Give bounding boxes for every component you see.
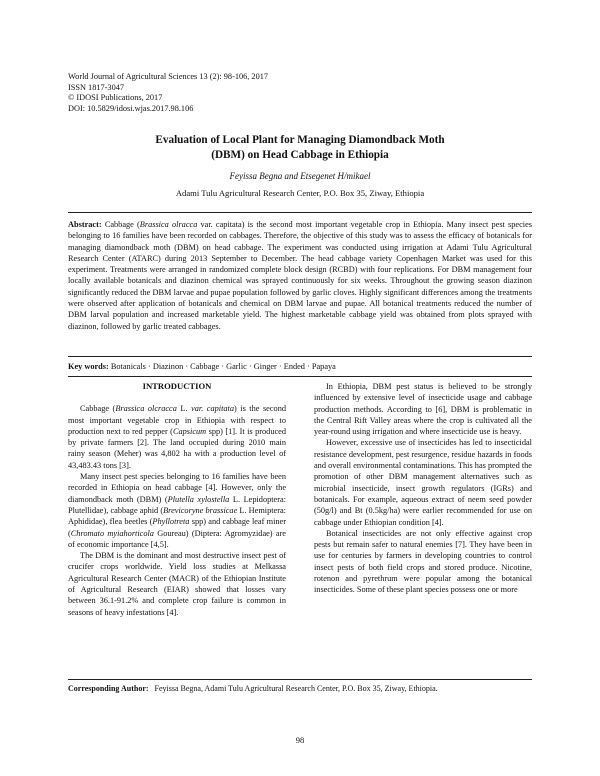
left-column (68, 381, 286, 618)
copyright: © IDOSI Publications, 2017 (68, 93, 163, 102)
right-column (314, 381, 532, 596)
text: spp) [1]. It is produced by private farmers [2]. The land occupied during 2010 main rainy season (Meher) was 4,802 ha with a production level of 43,483.43 tons [3]. (68, 426, 286, 470)
text: Goureau) (Diptera: Agromyzidae) are of economic importance [4,5]. (68, 528, 286, 549)
genus-name: Capsicum (172, 426, 207, 436)
keywords (68, 362, 532, 371)
keywords-list (111, 362, 336, 371)
species-name: Plutella xylostella (167, 494, 230, 504)
right-paragraph-3: Botanical insecticides are not only effective against crop pests but remain safer to natural enemies [7]. They have been in use for centuries by farmers in developing countries to control insect pests of both field crops and stored produce. Nicotine, rotenon and pyrethrum were popular among the botanical insecticides. Some of these plant species possess one or more (314, 528, 532, 595)
keyword: · Diazinon (146, 362, 183, 371)
species-name: Chromato myiahorticola (70, 528, 154, 538)
journal-header (68, 72, 268, 114)
corresponding-author (68, 684, 532, 693)
variety-name: var. capitata (191, 404, 234, 414)
corresponding-text: Feyissa Begna, Adami Tulu Agricultural Research Center, P.O. Box 35, Ziway, Ethiopia. (154, 684, 438, 693)
keyword: · Ginger (247, 362, 277, 371)
intro-paragraph-3: The DBM is the dominant and most destructive insect pest of crucifer crops worldwide. Yield loss studies at Melkassa Agricultural Research Center (MACR) of the Ethiopian Institute of Agricultural Research (EIAR) showed that losses vary between 36.1-91.2% and complete crop failure is common in seasons of heavy infestations [4]. (68, 551, 286, 617)
species-name: Brevicoryne brassicae (163, 505, 238, 515)
title-line-2: (DBM) on Head Cabbage in Ethiopia (211, 149, 389, 161)
right-paragraph-2: However, excessive use of insecticides has led to insecticidal resistance development, pest resurgence, residue hazards in foods and overall environmental contaminations. This has prompted the promotion of other DBM management alternatives such as microbial insecticide, insect growth regulators (IGRs) and botanicals. For example, aqueous extract of neem seed powder (50g/l) and Bt (0.5kg/ha) were earlier recommended for use on cabbage under Ethiopian condition [4]. (314, 438, 532, 527)
intro-paragraph-1 (68, 403, 286, 471)
text: L. Lepidoptera: Plutellidae), cabbage aphid ( (68, 494, 286, 515)
abstract-label: Abstract: (68, 220, 102, 229)
paper-title (60, 133, 540, 163)
divider-abstract (68, 356, 532, 357)
keyword: · Papaya (305, 362, 336, 371)
text: Cabbage ( (80, 404, 116, 414)
divider-keywords (68, 376, 532, 377)
doi: DOI: 10.5829/idosi.wjas.2017.98.106 (68, 103, 194, 113)
keyword: · Cabbage (183, 362, 219, 371)
text: L. (176, 404, 192, 414)
affiliation: Adami Tulu Agricultural Research Center, P.O. Box 35, Ziway, Ethiopia (175, 188, 425, 198)
text: ) is the second most important vegetable crop in Ethiopia with respect to production next to red pepper ( (68, 404, 286, 436)
page-number: 98 (295, 735, 305, 745)
authors: Feyissa Begna and Etsegenet H/mikael (229, 171, 371, 181)
abstract-text-1: Cabbage ( (104, 220, 140, 229)
intro-paragraph-2 (68, 471, 286, 550)
abstract (68, 219, 532, 332)
journal-citation: World Journal of Agricultural Sciences 13 (2): 98-106, 2017 (68, 72, 269, 81)
abstract-text-2: var. capitata) is the second most important vegetable crop in Ethiopia. Many insect pest species belonging to 16 families have been recorded on cabbages. Therefore, the objective of this study was to assess the efficacy of botanicals for managing diamondback moth (DBM) on head cabbage. The experiment was conducted using irrigation at Adami Tulu Agricultural Research Center (ATARC) during 2013 September to December. The head cabbage variety Copenhagen Market was used for this experiment. Treatments were arranged in randomized complete block design (RCBD) with four replications. For DBM management four locally available botanicals and diazinon chemical was sprayed continuously for six weeks. Throughout the growing season diazinon significantly reduced the DBM larvae and pupae population followed by garlic cloves. Highly significant differences among the treatments were observed after application of botanicals and chemical on DBM larvae and pupae. All botanical treatments reduced the number of DBM larval population and increased marketable yield. The highest marketable cabbage yield was obtained from plots sprayed with diazinon, followed by garlic treated cabbages. (68, 220, 532, 331)
corresponding-label: Corresponding Author: (68, 684, 149, 693)
genus-name: Phyllotreta (152, 517, 190, 527)
text: Many insect pest species belonging to 16 families have been recorded in Ethiopia on head cabbage [4]. However, only the diamondback moth (DBM) ( (68, 472, 286, 504)
abstract-species: Brassica olracca (139, 220, 198, 229)
keyword: Botanicals (110, 362, 146, 371)
divider-top (68, 212, 532, 213)
text: spp) and cabbage leaf miner ( (68, 517, 286, 538)
species-name: Brassica olcracca (115, 404, 177, 414)
keywords-label: Key words: (68, 362, 109, 371)
issn: ISSN 1817-3047 (68, 82, 125, 92)
title-line-1: Evaluation of Local Plant for Managing Diamondback Moth (155, 134, 445, 146)
text: L. Hemiptera: Aphididae), flea beetles ( (68, 505, 286, 527)
section-heading-introduction: INTRODUCTION (142, 381, 212, 391)
right-paragraph-1: In Ethiopia, DBM pest status is believed to be strongly influenced by extensive level of insecticide usage and cabbage production methods. According to [6], DBM is problematic in the Central Rift Valley areas where the crop is cultivated all the year-round using irrigation and where insecticide use is heavy. (314, 382, 532, 437)
divider-footnote (68, 679, 532, 680)
keyword: · Ended (277, 362, 305, 371)
keyword: · Garlic (219, 362, 247, 371)
